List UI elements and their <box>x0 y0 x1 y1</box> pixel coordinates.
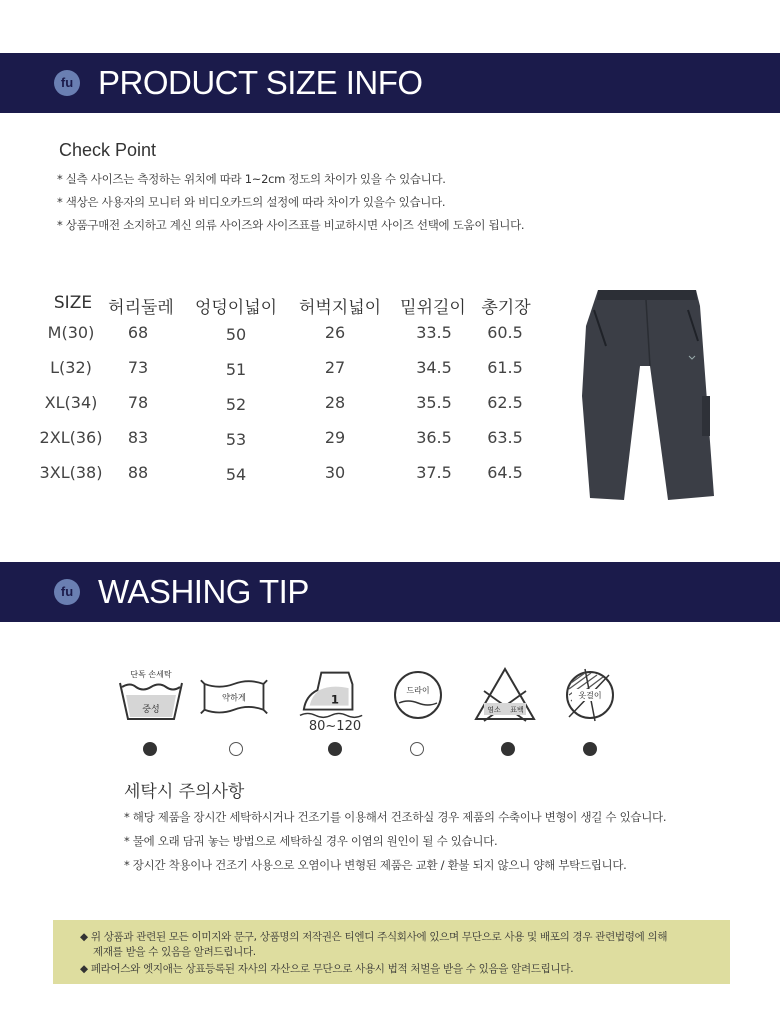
size-info-title: PRODUCT SIZE INFO <box>98 64 423 101</box>
brand-logo-icon <box>54 579 80 605</box>
dry-clean-label: 드라이 <box>406 686 430 695</box>
notice-line: ◆ 페라어스와 엣지애는 상표등록된 자사의 자산으로 무단으로 사용시 법적 처벌을 받을 수 있음을 알려드립니다. <box>80 963 574 975</box>
table-cell: 83 <box>127 428 149 447</box>
table-cell: 3XL(38) <box>39 463 103 482</box>
table-cell: 78 <box>127 393 149 412</box>
table-cell: 88 <box>127 463 149 482</box>
table-cell: 63.5 <box>487 428 523 447</box>
table-cell: 60.5 <box>487 323 523 342</box>
table-cell: 26 <box>324 323 346 342</box>
iron-indicator <box>328 742 342 756</box>
size-info-banner <box>0 53 780 113</box>
table-cell: 68 <box>127 323 149 342</box>
table-cell: 34.5 <box>416 358 452 377</box>
washing-note: * 해당 제품을 장시간 세탁하시거나 건조기를 이용해서 건조하실 경우 제품의 수축이나 변형이 생길 수 있습니다. <box>124 810 667 824</box>
no-bleach-label-right: 표백 <box>510 706 524 714</box>
logo-text: fu <box>60 584 74 599</box>
table-cell: 73 <box>127 358 149 377</box>
iron-temp-label: 80~120 <box>308 719 362 734</box>
check-note: * 상품구매전 소지하고 계신 의류 사이즈와 사이즈표를 비교하시면 사이즈 선택에 도움이 됩니다. <box>57 218 525 232</box>
washing-note: * 물에 오래 담궈 놓는 방법으로 세탁하실 경우 이염의 원인이 될 수 있습니다. <box>124 834 498 848</box>
check-note: * 색상은 사용자의 모니터 와 비디오카드의 설정에 따라 차이가 있을수 있습니다. <box>57 195 446 209</box>
gentle-wring-indicator <box>229 742 243 756</box>
table-cell: 53 <box>225 430 247 449</box>
notice-line: 제재를 받을 수 있음을 알려드립니다. <box>93 946 256 958</box>
header-hip: 엉덩이넓이 <box>194 298 278 318</box>
hang-dry-label: 옷걸이 <box>578 691 602 700</box>
header-rise: 밑위길이 <box>400 298 466 318</box>
hand-wash-top-label: 단독 손세탁 <box>130 670 172 679</box>
table-cell: 33.5 <box>416 323 452 342</box>
gentle-wring-icon <box>199 665 269 725</box>
washing-tip-banner <box>0 562 780 622</box>
table-cell: 51 <box>225 360 247 379</box>
copyright-notice <box>53 920 730 984</box>
header-size: SIZE <box>53 293 93 313</box>
table-cell: 28 <box>324 393 346 412</box>
hang-dry-indicator <box>583 742 597 756</box>
iron-level-label: 1 <box>330 692 340 707</box>
check-point-title: Check Point <box>59 140 157 160</box>
table-cell: 30 <box>324 463 346 482</box>
hand-wash-icon <box>116 665 186 725</box>
check-note: * 실측 사이즈는 측정하는 위치에 따라 1~2cm 정도의 차이가 있을 수 있습니다. <box>57 172 446 186</box>
washing-notes-title: 세탁시 주의사항 <box>124 782 245 802</box>
logo-text: fu <box>60 75 74 90</box>
no-bleach-label-left: 염소 <box>487 706 501 714</box>
table-cell: 2XL(36) <box>39 428 103 447</box>
no-bleach-icon <box>470 665 540 725</box>
table-cell: 36.5 <box>416 428 452 447</box>
hand-wash-indicator <box>143 742 157 756</box>
washing-note: * 장시간 착용이나 건조기 사용으로 오염이나 변형된 제품은 교환 / 환불 되지 않으니 양해 부탁드립니다. <box>124 858 627 872</box>
brand-logo-icon <box>54 70 80 96</box>
table-cell: 29 <box>324 428 346 447</box>
header-thigh: 허벅지넓이 <box>298 298 382 318</box>
table-cell: 54 <box>225 465 247 484</box>
table-cell: 50 <box>225 325 247 344</box>
table-cell: 35.5 <box>416 393 452 412</box>
table-cell: 64.5 <box>487 463 523 482</box>
table-cell: 61.5 <box>487 358 523 377</box>
table-cell: L(32) <box>50 358 92 377</box>
product-pants-image <box>576 286 722 506</box>
table-cell: 37.5 <box>416 463 452 482</box>
table-cell: M(30) <box>47 323 95 342</box>
header-length: 총기장 <box>481 298 531 318</box>
dry-clean-indicator <box>410 742 424 756</box>
table-cell: 52 <box>225 395 247 414</box>
gentle-wring-label: 약하게 <box>222 692 246 703</box>
no-bleach-indicator <box>501 742 515 756</box>
notice-line: ◆ 위 상품과 관련된 모든 이미지와 문구, 상품명의 저작권은 티엔디 주식회사에 있으며 무단으로 사용 및 배포의 경우 관련법령에 의해 <box>80 931 668 943</box>
hang-dry-icon <box>555 665 625 725</box>
header-waist: 허리둘레 <box>108 298 174 318</box>
table-cell: 62.5 <box>487 393 523 412</box>
dry-clean-icon <box>383 665 453 725</box>
table-cell: XL(34) <box>44 393 98 412</box>
hand-wash-inner-label: 중성 <box>142 705 160 715</box>
table-cell: 27 <box>324 358 346 377</box>
washing-tip-title: WASHING TIP <box>98 573 309 610</box>
iron-icon <box>298 664 368 724</box>
